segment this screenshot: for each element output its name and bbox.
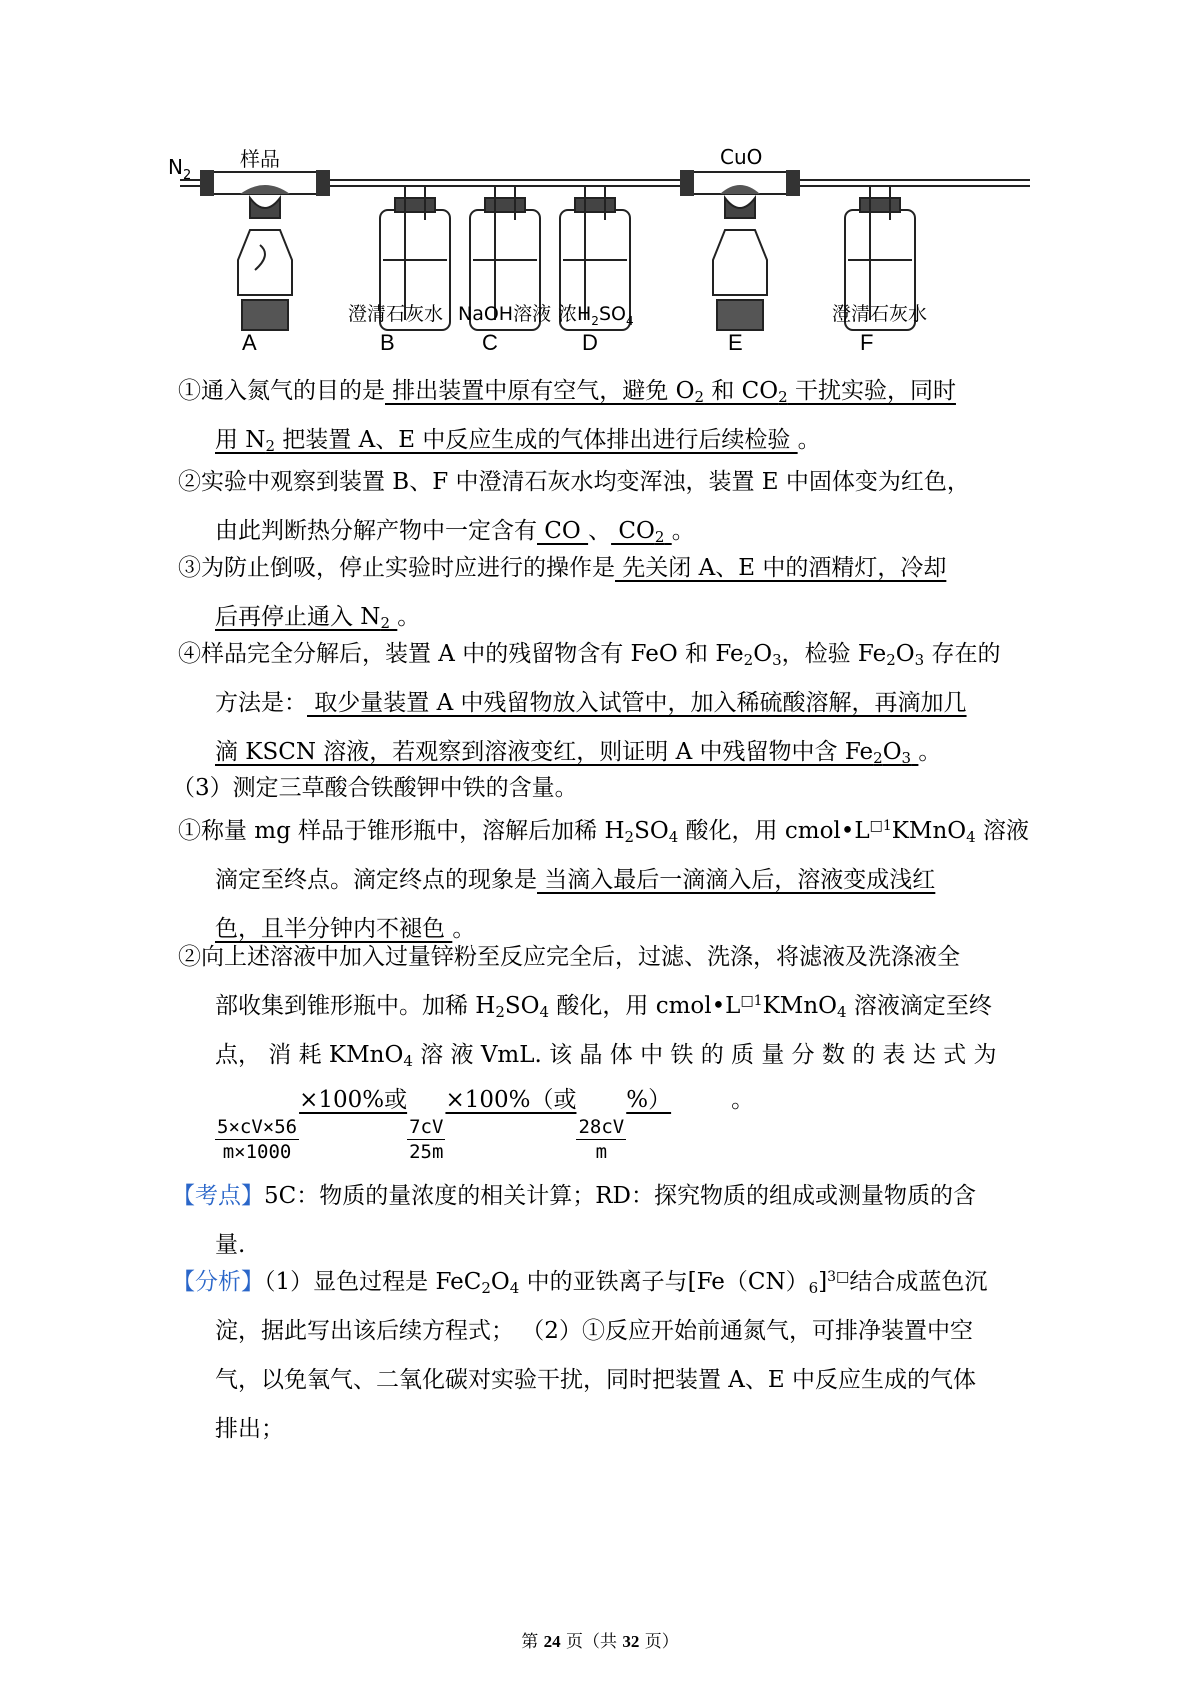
fenxi: 【分析】（1）显色过程是 $FeC_2O_4$ 中的亚铁离子与$[Fe(CN)_6]^{3□}$结合成蓝色沉 淀，据此写出该后续方程式； （2）①反应开始前通氮气，可排净装置中空 气，以免氧气、二氧化碳对实验干扰，同时把装置 A、E 中反应生成的气体 排出； bbox=[172, 1269, 988, 1442]
fraction-3: $\frac{28cV}{m}$ bbox=[578, 1116, 625, 1163]
fraction-2: $\frac{7cV}{25m}$ bbox=[409, 1116, 444, 1163]
answer-4: 取少量装置 A 中残留物放入试管中，加入稀硫酸溶解，再滴加几 滴 KSCN 溶液，若观察到溶液变红，则证明 A 中残留物中含 $Fe_2O_3$ bbox=[215, 690, 967, 767]
apparatus-diagram bbox=[168, 145, 1030, 390]
formula-answer: $\frac{5\times cV\times 56}{m\times 1000}$ ×100%或 $\frac{7cV}{25m}$ ×100%（或 $\frac{28cV}{m}$ %） 。 bbox=[217, 1087, 755, 1163]
fraction-1: $\frac{5\times cV\times 56}{m\times 1000}$ bbox=[217, 1116, 298, 1163]
letter-e: E bbox=[728, 330, 743, 355]
alcohol-lamp-a bbox=[238, 198, 292, 330]
page-footer: 第 24 页（共 32 页） bbox=[521, 1632, 679, 1652]
part3-question-1: ①称量 mg 样品于锥形瓶中，溶解后加稀 $H_2SO_4$ 酸化，用 $cmol•L^{□1}KMnO_4$ 溶液 滴定至终点。滴定终点的现象是 当滴入最后一滴滴入后，溶液变成浅红 色，且半分钟内不褪色 。 bbox=[178, 818, 1030, 942]
formula-underline: $\frac{5\times cV\times 56}{m\times 1000}$ ×100%或 $\frac{7cV}{25m}$ ×100%（或 $\frac{28cV}{m}$ %） bbox=[217, 1087, 672, 1163]
answer-2a: CO bbox=[537, 518, 589, 544]
answer-1: 排出装置中原有空气，避免 $O_2$ 和 $CO_2$ 干扰实验，同时 用 $N_2$ 把装置 A、E 中反应生成的气体排出进行后续检验 bbox=[215, 378, 956, 455]
letter-c: C bbox=[482, 330, 498, 355]
question-1: ①通入氮气的目的是 排出装置中原有空气，避免 $O_2$ 和 $CO_2$ 干扰实验，同时 用 $N_2$ 把装置 A、E 中反应生成的气体排出进行后续检验 。 bbox=[178, 378, 956, 455]
reagent-d-label: 浓$H_2SO_4$ bbox=[558, 303, 634, 328]
cuo-label: CuO bbox=[720, 145, 763, 169]
answer-p3-1: 当滴入最后一滴滴入后，溶液变成浅红 色，且半分钟内不褪色 bbox=[215, 867, 936, 942]
reagent-b-label: 澄清石灰水 bbox=[348, 303, 444, 325]
letter-f: F bbox=[860, 330, 874, 355]
sample-tube bbox=[200, 170, 330, 196]
sample-label: 样品 bbox=[240, 147, 280, 171]
letter-a: A bbox=[242, 330, 257, 355]
kaodian: 【考点】5C：物质的量浓度的相关计算；RD：探究物质的组成或测量物质的含 量. bbox=[172, 1183, 976, 1258]
letter-d: D bbox=[582, 330, 598, 355]
cuo-tube bbox=[680, 170, 800, 196]
fenxi-tag: 【分析】 bbox=[172, 1269, 264, 1295]
page-total: 32 bbox=[622, 1632, 640, 1651]
page-number: 24 bbox=[543, 1632, 561, 1651]
letter-b: B bbox=[380, 330, 395, 355]
question-3: ③为防止倒吸，停止实验时应进行的操作是 先关闭 A、E 中的酒精灯，冷却 后再停止通入 $N_2$ 。 bbox=[178, 555, 947, 632]
question-4: ④样品完全分解后，装置 A 中的残留物含有 FeO 和 $Fe_2O_3$，检验 $Fe_2O_3$ 存在的 方法是： 取少量装置 A 中残留物放入试管中，加入稀硫酸溶解，再滴加几 滴 KSCN 溶液，若观察到溶液变红，则证明 A 中残留物中含 $Fe_2O_3$ 。 bbox=[178, 641, 1001, 767]
reagent-f-label: 澄清石灰水 bbox=[832, 303, 928, 325]
n2-label: $N_2$ bbox=[168, 155, 192, 183]
answer-3: 先关闭 A、E 中的酒精灯，冷却 后再停止通入 $N_2$ bbox=[215, 555, 947, 632]
part3-question-2: ②向上述溶液中加入过量锌粉至反应完全后，过滤、洗涤，将滤液及洗涤液全 部收集到锥形瓶中。加稀 $H_2SO_4$ 酸化，用 $cmol•L^{□1}KMnO_4$ 溶液滴定至终 点， 消 耗 KMnO$_4$ 溶 液 VmL. 该 晶 体 中 铁 的 质 量 分 数 的 表 达 式 为 bbox=[178, 944, 997, 1070]
kaodian-tag: 【考点】 bbox=[172, 1183, 264, 1209]
question-2: ②实验中观察到装置 B、F 中澄清石灰水均变浑浊，装置 E 中固体变为红色， 由此判断热分解产物中一定含有 CO 、 $CO_2$ 。 bbox=[178, 469, 970, 546]
alcohol-lamp-e bbox=[713, 198, 767, 330]
reagent-c-label: NaOH溶液 bbox=[458, 303, 552, 325]
part-3-title: （3）测定三草酸合铁酸钾中铁的含量。 bbox=[172, 775, 578, 801]
answer-2b: $CO_2$ bbox=[611, 518, 665, 546]
